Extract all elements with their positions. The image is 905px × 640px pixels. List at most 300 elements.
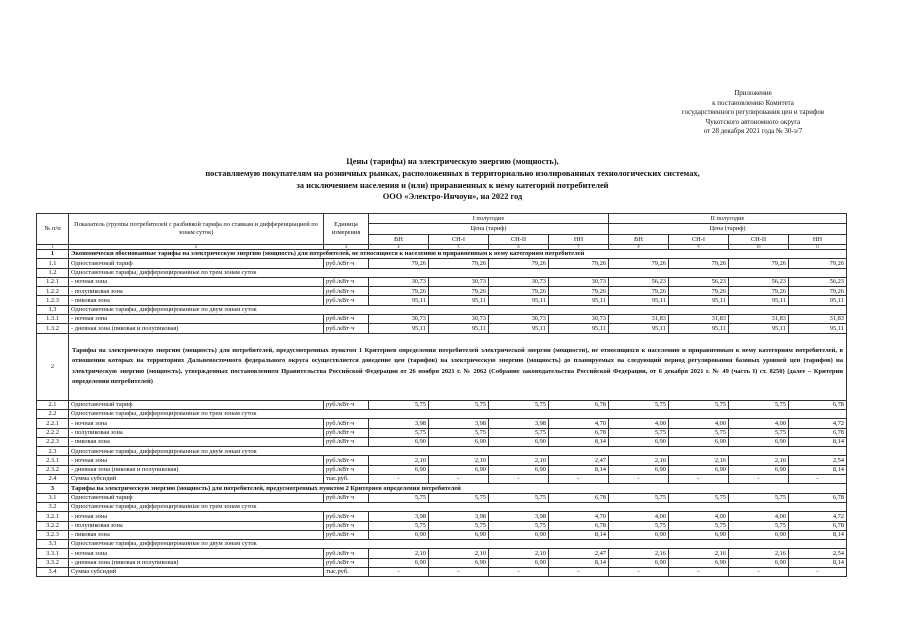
- row-label: - ночная зона: [69, 512, 324, 521]
- row-unit: руб./кВт·ч: [324, 521, 369, 530]
- table-row: [37, 419, 847, 428]
- row-number: 3.2.3: [37, 530, 69, 539]
- table-row: [37, 447, 847, 456]
- tariff-table: [36, 213, 847, 577]
- table-row: [37, 428, 847, 437]
- section-heading: Тарифы на электрическую энергию (мощность) для потребителей, предусмотренных пунктом 2 Критериев определения потребителей: [69, 484, 847, 493]
- tariff-value: 5,75: [729, 428, 789, 437]
- tariff-value: 5,75: [729, 521, 789, 530]
- row-number: 1.3.2: [37, 324, 69, 333]
- tariff-value: 95,11: [429, 324, 489, 333]
- table-row: [37, 558, 847, 567]
- subsection-label: Одноставочные тарифы, дифференцированные по трем зонам суток: [69, 502, 847, 511]
- tariff-value: 6,90: [369, 530, 429, 539]
- table-row: [37, 259, 847, 268]
- tariff-value: 30,73: [549, 315, 609, 324]
- column-index: 2: [69, 245, 324, 250]
- header-price-2: Цена (тариф): [609, 224, 847, 234]
- tariff-value: 6,78: [789, 521, 847, 530]
- table-row: [37, 475, 847, 484]
- tariff-value: 30,73: [369, 315, 429, 324]
- header-level: ВН: [369, 234, 429, 244]
- tariff-value: 6,90: [729, 558, 789, 567]
- section-heading: Экономически обоснованные тарифы на электрическую энергию (мощность) для потребителей, не относящиеся к населению и приравненным к нему категориям потребителей: [69, 250, 847, 259]
- tariff-value: 5,75: [429, 493, 489, 502]
- appendix-line: Приложение: [734, 89, 772, 97]
- tariff-value: 8,14: [549, 437, 609, 446]
- tariff-value: 8,14: [789, 437, 847, 446]
- column-index: 1: [37, 245, 69, 250]
- tariff-value: 30,73: [429, 315, 489, 324]
- tariff-value: -: [609, 568, 669, 577]
- row-label: Сумма субсидий: [69, 475, 324, 484]
- row-number: 1.3.1: [37, 315, 69, 324]
- tariff-value: 31,83: [789, 315, 847, 324]
- tariff-value: 95,11: [669, 296, 729, 305]
- tariff-value: 6,90: [429, 437, 489, 446]
- tariff-value: 6,90: [609, 437, 669, 446]
- tariff-value: 79,26: [429, 259, 489, 268]
- tariff-value: 30,73: [489, 277, 549, 286]
- row-unit: тыс.руб.: [324, 568, 369, 577]
- row-number: 2.2.3: [37, 437, 69, 446]
- tariff-value: 31,83: [729, 315, 789, 324]
- row-label: - ночная зона: [69, 315, 324, 324]
- tariff-value: 79,26: [789, 259, 847, 268]
- tariff-value: 6,90: [429, 558, 489, 567]
- tariff-value: 3,98: [489, 419, 549, 428]
- tariff-value: 79,26: [549, 287, 609, 296]
- row-number: 2.3: [37, 447, 69, 456]
- tariff-value: 31,83: [669, 315, 729, 324]
- row-label: Одноставочный тариф: [69, 259, 324, 268]
- tariff-value: 6,78: [549, 493, 609, 502]
- row-number: 3.4: [37, 568, 69, 577]
- row-unit: руб./кВт·ч: [324, 419, 369, 428]
- row-label: Одноставочный тариф: [69, 400, 324, 409]
- column-index: 11: [789, 245, 847, 250]
- header-unit: Единица измерения: [324, 214, 369, 245]
- tariff-value: 6,90: [369, 558, 429, 567]
- tariff-value: 95,11: [609, 296, 669, 305]
- row-number: 2.1: [37, 400, 69, 409]
- row-unit: руб./кВт·ч: [324, 315, 369, 324]
- column-index: 7: [549, 245, 609, 250]
- tariff-value: 79,26: [609, 259, 669, 268]
- tariff-value: 8,14: [789, 558, 847, 567]
- title-line: Цены (тарифы) на электрическую энергию (мощность),: [346, 157, 559, 166]
- title-line: ООО «Электро-Инчоун», на 2022 год: [382, 192, 523, 202]
- tariff-value: 95,11: [669, 324, 729, 333]
- tariff-value: 2,10: [489, 456, 549, 465]
- row-unit: руб./кВт·ч: [324, 259, 369, 268]
- tariff-value: 95,11: [729, 296, 789, 305]
- row-unit: руб./кВт·ч: [324, 512, 369, 521]
- tariff-value: 6,78: [549, 521, 609, 530]
- row-unit: руб./кВт·ч: [324, 456, 369, 465]
- tariff-value: 4,00: [729, 512, 789, 521]
- table-row: [37, 250, 847, 259]
- tariff-value: 6,90: [429, 465, 489, 474]
- header-level: СН-II: [489, 234, 549, 244]
- table-row: [37, 305, 847, 314]
- row-unit: руб./кВт·ч: [324, 437, 369, 446]
- tariff-value: 8,14: [789, 530, 847, 539]
- tariff-value: -: [729, 475, 789, 484]
- tariff-value: 95,11: [369, 324, 429, 333]
- tariff-value: 3,98: [429, 419, 489, 428]
- table-row: [37, 287, 847, 296]
- row-number: 3: [37, 484, 69, 493]
- row-number: 3.2: [37, 502, 69, 511]
- row-number: 2.4: [37, 475, 69, 484]
- tariff-value: 79,26: [489, 259, 549, 268]
- row-label: - ночная зона: [69, 456, 324, 465]
- table-row: [37, 512, 847, 521]
- tariff-value: 5,75: [369, 400, 429, 409]
- tariff-value: 5,75: [489, 521, 549, 530]
- tariff-value: 3,98: [369, 419, 429, 428]
- tariff-value: 2,16: [609, 456, 669, 465]
- tariff-value: -: [489, 475, 549, 484]
- row-label: - пиковая зона: [69, 437, 324, 446]
- tariff-value: 4,00: [609, 419, 669, 428]
- tariff-value: 56,23: [789, 277, 847, 286]
- tariff-value: 79,26: [789, 287, 847, 296]
- tariff-value: 95,11: [789, 324, 847, 333]
- appendix-block: [648, 89, 858, 137]
- tariff-value: 6,78: [549, 400, 609, 409]
- header-level: ВН: [609, 234, 669, 244]
- row-unit: руб./кВт·ч: [324, 287, 369, 296]
- tariff-value: 5,75: [669, 521, 729, 530]
- subsection-label: Одноставочные тарифы, дифференцированные по трем зонам суток: [69, 409, 847, 418]
- tariff-value: -: [609, 475, 669, 484]
- row-number: 1.1: [37, 259, 69, 268]
- tariff-value: 5,75: [429, 521, 489, 530]
- tariff-value: 5,75: [669, 400, 729, 409]
- tariff-value: 6,90: [429, 530, 489, 539]
- row-number: 1.2.3: [37, 296, 69, 305]
- tariff-value: 79,26: [549, 259, 609, 268]
- tariff-value: 6,78: [789, 428, 847, 437]
- header-level: НН: [549, 234, 609, 244]
- header-level: СН-I: [669, 234, 729, 244]
- table-row: [37, 437, 847, 446]
- row-unit: руб./кВт·ч: [324, 465, 369, 474]
- row-unit: руб./кВт·ч: [324, 296, 369, 305]
- tariff-value: -: [369, 568, 429, 577]
- row-label: - полупиковая зона: [69, 521, 324, 530]
- tariff-value: 8,14: [549, 558, 609, 567]
- table-row: [37, 268, 847, 277]
- tariff-value: -: [429, 568, 489, 577]
- row-unit: руб./кВт·ч: [324, 428, 369, 437]
- row-number: 1.2: [37, 268, 69, 277]
- tariff-value: 4,70: [549, 419, 609, 428]
- subsection-label: Одноставочные тарифы, дифференцированные по двум зонам суток: [69, 305, 847, 314]
- tariff-value: 5,75: [609, 493, 669, 502]
- row-number: 3.1: [37, 493, 69, 502]
- row-number: 1.2.2: [37, 287, 69, 296]
- tariff-value: 6,78: [789, 493, 847, 502]
- tariff-value: -: [729, 568, 789, 577]
- tariff-value: 95,11: [489, 296, 549, 305]
- row-number: 2.2: [37, 409, 69, 418]
- tariff-value: 5,75: [369, 428, 429, 437]
- tariff-value: 3,98: [429, 512, 489, 521]
- tariff-value: -: [549, 475, 609, 484]
- tariff-value: 95,11: [549, 324, 609, 333]
- tariff-value: 79,26: [369, 287, 429, 296]
- tariff-value: 30,73: [429, 277, 489, 286]
- row-number: 2.2.1: [37, 419, 69, 428]
- tariff-value: 2,47: [549, 549, 609, 558]
- document-title: [60, 156, 845, 203]
- tariff-value: 5,75: [489, 493, 549, 502]
- tariff-value: 6,90: [489, 437, 549, 446]
- tariff-value: 4,70: [549, 512, 609, 521]
- tariff-value: 79,26: [669, 287, 729, 296]
- tariff-value: 2,16: [669, 456, 729, 465]
- tariff-value: 6,90: [669, 437, 729, 446]
- tariff-value: 4,00: [669, 419, 729, 428]
- tariff-value: 31,83: [609, 315, 669, 324]
- tariff-value: 6,90: [669, 465, 729, 474]
- tariff-value: 2,54: [789, 549, 847, 558]
- column-index: 6: [489, 245, 549, 250]
- tariff-value: 95,11: [609, 324, 669, 333]
- tariff-value: 5,75: [489, 428, 549, 437]
- row-number: 2.3.1: [37, 456, 69, 465]
- row-label: Сумма субсидий: [69, 568, 324, 577]
- subsection-label: Одноставочные тарифы, дифференцированные по двум зонам суток: [69, 540, 847, 549]
- tariff-value: -: [789, 568, 847, 577]
- tariff-value: 3,98: [489, 512, 549, 521]
- row-unit: тыс.руб.: [324, 475, 369, 484]
- table-row: [37, 333, 847, 400]
- tariff-value: 4,00: [729, 419, 789, 428]
- tariff-value: 5,75: [369, 521, 429, 530]
- tariff-value: 79,26: [489, 287, 549, 296]
- tariff-value: 95,11: [489, 324, 549, 333]
- table-row: [37, 296, 847, 305]
- tariff-value: 6,90: [489, 465, 549, 474]
- header-price-1: Цена (тариф): [369, 224, 609, 234]
- tariff-value: 2,16: [729, 456, 789, 465]
- row-unit: руб./кВт·ч: [324, 558, 369, 567]
- title-line: поставляемую покупателям на розничных рынках, расположенных в территориально изолированных технологических системах,: [205, 168, 700, 178]
- tariff-value: 6,90: [729, 465, 789, 474]
- row-unit: руб./кВт·ч: [324, 549, 369, 558]
- tariff-value: 6,90: [729, 437, 789, 446]
- tariff-value: 2,10: [429, 456, 489, 465]
- tariff-value: 56,23: [609, 277, 669, 286]
- table-row: [37, 315, 847, 324]
- column-index: 5: [429, 245, 489, 250]
- subsection-label: Одноставочные тарифы, дифференцированные по двум зонам суток: [69, 447, 847, 456]
- header-num: № п/п: [37, 214, 69, 245]
- tariff-value: 2,16: [669, 549, 729, 558]
- tariff-value: 79,26: [369, 259, 429, 268]
- row-label: - дневная зона (пиковая и полупиковая): [69, 558, 324, 567]
- column-index: 10: [729, 245, 789, 250]
- appendix-line: к постановлению Комитета: [712, 98, 794, 107]
- row-number: 3.2.1: [37, 512, 69, 521]
- tariff-value: -: [549, 568, 609, 577]
- tariff-value: 5,75: [729, 493, 789, 502]
- tariff-value: 79,26: [609, 287, 669, 296]
- tariff-value: 79,26: [729, 287, 789, 296]
- tariff-value: 30,73: [549, 277, 609, 286]
- tariff-value: 5,75: [609, 521, 669, 530]
- table-row: [37, 549, 847, 558]
- header-level: СН-II: [729, 234, 789, 244]
- table-row: [37, 456, 847, 465]
- header-half-1: I полугодие: [369, 214, 609, 224]
- tariff-value: 5,75: [669, 428, 729, 437]
- row-label: - дневная зона (пиковая и полупиковая): [69, 324, 324, 333]
- column-index: 9: [669, 245, 729, 250]
- row-label: - дневная зона (пиковая и полупиковая): [69, 465, 324, 474]
- tariff-value: 30,73: [489, 315, 549, 324]
- row-number: 2.3.2: [37, 465, 69, 474]
- tariff-value: 6,90: [669, 530, 729, 539]
- tariff-value: 2,16: [729, 549, 789, 558]
- header-half-2: II полугодие: [609, 214, 847, 224]
- tariff-value: 3,98: [369, 512, 429, 521]
- row-label: - пиковая зона: [69, 296, 324, 305]
- tariff-value: 95,11: [549, 296, 609, 305]
- tariff-value: 5,75: [429, 428, 489, 437]
- row-number: 2.2.2: [37, 428, 69, 437]
- tariff-value: 2,10: [489, 549, 549, 558]
- tariff-value: 8,14: [549, 530, 609, 539]
- tariff-value: 6,90: [609, 530, 669, 539]
- table-row: [37, 521, 847, 530]
- tariff-value: 6,90: [489, 530, 549, 539]
- row-label: - полупиковая зона: [69, 428, 324, 437]
- section-heading: Тарифы на электрическую энергию (мощность) для потребителей, предусмотренных пунктом 1 Критериев определения потребителей электрической энергии (мощности), не относящихся к населению и приравненным к нему категориям потребителей, в отношении которых на территориях Дальневосточного федерального округа осуществляется доведение цен (тарифов) на электрическую энергию (мощность) до планируемых на следующий период регулирования базовых уровней цен (тарифов) на электрическую энергию (мощность), утвержденных постановлением Правительства Российской Федерации от 26 ноября 2021 г. № 2062 (Собрание законодательства Российской Федерации, от 6 декабря 2021 г. № 49 (часть I) ст. 8250) (далее – Критерии определения потребителей): [69, 333, 847, 400]
- row-label: - пиковая зона: [69, 530, 324, 539]
- row-unit: руб./кВт·ч: [324, 277, 369, 286]
- row-number: 1: [37, 250, 69, 259]
- tariff-value: 79,26: [429, 287, 489, 296]
- tariff-value: 6,90: [729, 530, 789, 539]
- tariff-value: 6,78: [789, 400, 847, 409]
- row-unit: руб./кВт·ч: [324, 530, 369, 539]
- table-row: [37, 540, 847, 549]
- table-row: [37, 493, 847, 502]
- appendix-line: от 28 декабря 2021 года № 30-э/7: [703, 127, 803, 136]
- tariff-value: 2,10: [369, 549, 429, 558]
- row-number: 2: [37, 333, 69, 400]
- tariff-value: 56,23: [669, 277, 729, 286]
- tariff-value: -: [669, 475, 729, 484]
- tariff-value: 95,11: [369, 296, 429, 305]
- tariff-value: 2,47: [549, 456, 609, 465]
- tariff-value: 79,26: [729, 259, 789, 268]
- table-row: [37, 568, 847, 577]
- tariff-value: 2,10: [429, 549, 489, 558]
- tariff-value: 6,90: [609, 558, 669, 567]
- tariff-value: 4,00: [609, 512, 669, 521]
- table-row: [37, 400, 847, 409]
- subsection-label: Одноставочные тарифы, дифференцированные по трем зонам суток: [69, 268, 847, 277]
- tariff-value: 4,00: [669, 512, 729, 521]
- row-number: 1.3: [37, 305, 69, 314]
- row-label: - ночная зона: [69, 549, 324, 558]
- tariff-value: 4,72: [789, 419, 847, 428]
- tariff-value: 8,14: [549, 465, 609, 474]
- header-row: [37, 214, 847, 224]
- row-unit: руб./кВт·ч: [324, 400, 369, 409]
- tariff-value: 6,78: [549, 428, 609, 437]
- tariff-value: 6,90: [369, 437, 429, 446]
- tariff-value: 95,11: [789, 296, 847, 305]
- row-number: 3.3.1: [37, 549, 69, 558]
- tariff-value: 95,11: [729, 324, 789, 333]
- table-row: [37, 277, 847, 286]
- tariff-value: -: [369, 475, 429, 484]
- tariff-value: 6,90: [669, 558, 729, 567]
- tariff-value: -: [789, 475, 847, 484]
- tariff-value: 5,75: [729, 400, 789, 409]
- tariff-value: 2,16: [609, 549, 669, 558]
- table-row: [37, 465, 847, 474]
- tariff-value: 5,75: [429, 400, 489, 409]
- table-row: [37, 409, 847, 418]
- tariff-value: -: [489, 568, 549, 577]
- tariff-value: -: [669, 568, 729, 577]
- tariff-value: 2,10: [369, 456, 429, 465]
- column-index: 4: [369, 245, 429, 250]
- row-unit: руб./кВт·ч: [324, 324, 369, 333]
- row-number: 1.2.1: [37, 277, 69, 286]
- tariff-value: 30,73: [369, 277, 429, 286]
- column-index: 8: [609, 245, 669, 250]
- tariff-value: 2,54: [789, 456, 847, 465]
- appendix-line: государственного регулирования цен и тарифов: [681, 108, 825, 117]
- row-number: 3.2.2: [37, 521, 69, 530]
- row-label: - полупиковая зона: [69, 287, 324, 296]
- header-level: НН: [789, 234, 847, 244]
- header-level: СН-I: [429, 234, 489, 244]
- tariff-value: 5,75: [489, 400, 549, 409]
- row-label: - ночная зона: [69, 419, 324, 428]
- tariff-value: 5,75: [609, 428, 669, 437]
- tariff-value: -: [429, 475, 489, 484]
- column-index: 3: [324, 245, 369, 250]
- tariff-value: 6,90: [489, 558, 549, 567]
- header-indicator: Показатель (группы потребителей с разбивкой тарифа по ставкам и дифференциацией по зонам суток): [69, 214, 324, 245]
- table-row: [37, 484, 847, 493]
- tariff-value: 4,72: [789, 512, 847, 521]
- row-number: 3.3.2: [37, 558, 69, 567]
- table-row: [37, 324, 847, 333]
- table-row: [37, 530, 847, 539]
- row-unit: руб./кВт·ч: [324, 493, 369, 502]
- row-label: - ночная зона: [69, 277, 324, 286]
- title-line: за исключением населения и (или) приравненных к нему категорий потребителей: [296, 180, 609, 190]
- row-number: 3.3: [37, 540, 69, 549]
- tariff-value: 79,26: [669, 259, 729, 268]
- tariff-value: 6,90: [609, 465, 669, 474]
- tariff-value: 6,90: [369, 465, 429, 474]
- tariff-value: 56,23: [729, 277, 789, 286]
- tariff-value: 5,75: [369, 493, 429, 502]
- tariff-value: 95,11: [429, 296, 489, 305]
